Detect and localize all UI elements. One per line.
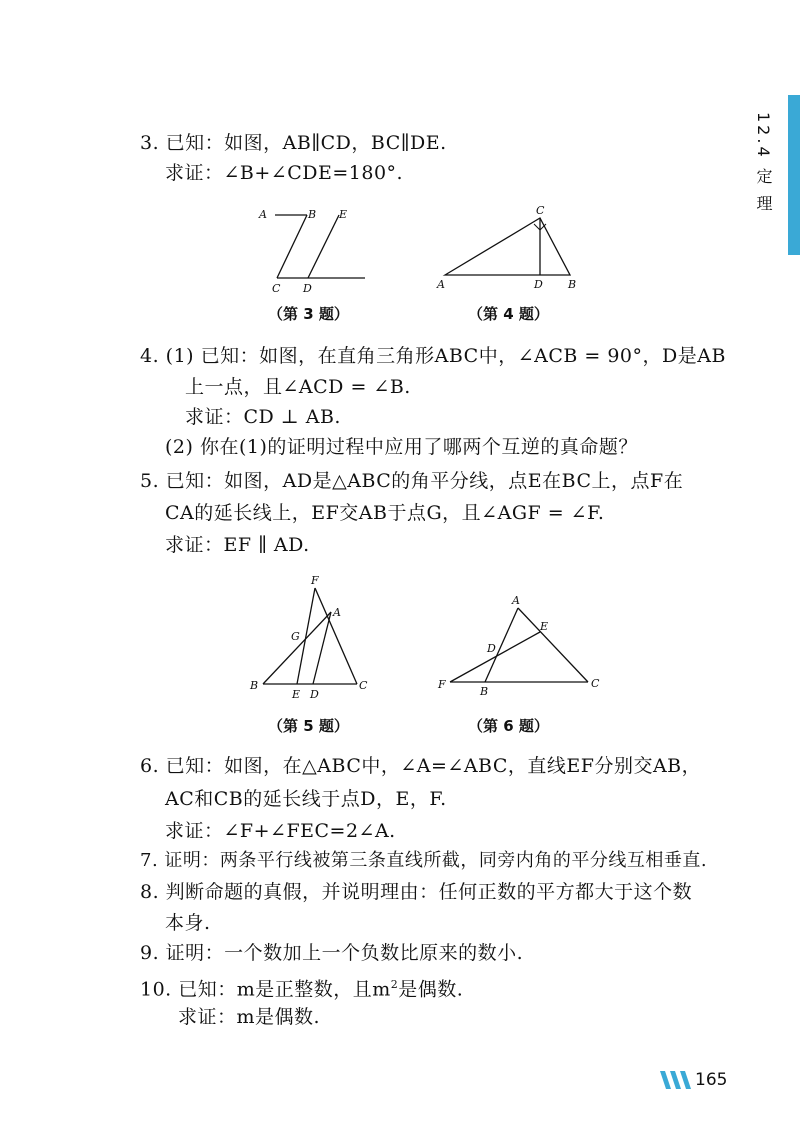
problem-9: 9. 证明：一个数加上一个负数比原来的数小.	[140, 942, 524, 964]
fig3-label-c: C	[272, 282, 281, 295]
fig6-segment-ac	[518, 608, 588, 682]
fig3-segment-de	[308, 215, 339, 278]
fig5-label-d: D	[310, 688, 319, 701]
fig5-label-f: F	[311, 574, 319, 587]
fig6-label-c: C	[591, 677, 600, 690]
fig6-line-fe	[450, 632, 540, 682]
figure-4	[430, 200, 590, 295]
fig4-triangle-abc	[445, 218, 570, 275]
fig5-label-b: B	[250, 679, 259, 692]
fig6-label-b: B	[480, 685, 489, 698]
fig5-segment-ac-extended	[315, 588, 357, 684]
fig3-label-a: A	[259, 208, 267, 221]
problem-4-question: (2) 你在(1)的证明过程中应用了哪两个互逆的真命题？	[165, 436, 638, 458]
section-label: 12.4 定 理	[754, 112, 773, 214]
problem-4-given-cont: 上一点，且∠ACD = ∠B.	[185, 376, 411, 398]
problem-10-given-text: 10. 已知：m是正整数，且m	[140, 978, 391, 1001]
fig5-label-c: C	[359, 679, 368, 692]
problem-4-prove: 求证：CD ⊥ AB.	[185, 406, 341, 428]
problem-10-prove: 求证：m是偶数.	[178, 1006, 321, 1028]
problem-5-prove: 求证：EF ∥ AD.	[165, 534, 310, 556]
figure-5	[245, 572, 380, 707]
problem-5-given-cont: CA的延长线上，EF交AB于点G，且∠AGF = ∠F.	[165, 502, 605, 524]
figure-6-caption: （第 6 题）	[468, 717, 549, 735]
figure-3-caption: （第 3 题）	[268, 305, 349, 323]
problem-7: 7. 证明：两条平行线被第三条直线所截，同旁内角的平分线互相垂直.	[140, 850, 708, 871]
problem-10-given-tail: 是偶数.	[398, 978, 464, 1001]
problem-5-given: 5. 已知：如图，AD是△ABC的角平分线，点E在BC上，点F在	[140, 470, 684, 492]
figure-3	[255, 200, 375, 295]
fig3-segment-bc	[277, 215, 307, 278]
fig3-label-d: D	[303, 282, 312, 295]
fig3-label-b: B	[308, 208, 317, 221]
problem-4-given: 4. (1) 已知：如图，在直角三角形ABC中，∠ACB = 90°，D是AB	[140, 345, 726, 367]
fig5-bisector-ad	[313, 612, 331, 684]
problem-3-given: 3. 已知：如图，AB∥CD，BC∥DE.	[140, 132, 447, 154]
page-stripes-icon	[660, 1071, 692, 1089]
page-number: 165	[695, 1070, 728, 1090]
fig6-label-a: A	[512, 594, 520, 607]
fig4-label-d: D	[534, 278, 543, 291]
fig4-label-a: A	[437, 278, 445, 291]
fig5-label-e: E	[292, 688, 301, 701]
fig5-segment-ab	[263, 612, 331, 684]
figure-4-caption: （第 4 题）	[468, 305, 549, 323]
fig6-label-d: D	[487, 642, 496, 655]
problem-6-given: 6. 已知：如图，在△ABC中，∠A=∠ABC，直线EF分别交AB，	[140, 755, 702, 777]
figure-6	[430, 590, 605, 705]
fig5-label-g: G	[291, 630, 300, 643]
problem-8-cont: 本身.	[165, 912, 211, 934]
fig5-label-a: A	[333, 606, 341, 619]
fig4-label-c: C	[536, 204, 545, 217]
figure-5-caption: （第 5 题）	[268, 717, 349, 735]
problem-6-given-cont: AC和CB的延长线于点D，E，F.	[165, 788, 447, 810]
problem-10-given	[140, 972, 463, 1002]
problem-10-exponent: 2	[390, 978, 399, 991]
fig6-label-f: F	[438, 678, 446, 691]
problem-6-prove: 求证：∠F+∠FEC=2∠A.	[165, 820, 396, 842]
fig3-label-e: E	[339, 208, 348, 221]
problem-8: 8. 判断命题的真假，并说明理由：任何正数的平方都大于这个数	[140, 881, 693, 903]
fig6-label-e: E	[540, 620, 549, 633]
problem-3-prove: 求证：∠B+∠CDE=180°.	[165, 162, 404, 184]
fig4-label-b: B	[568, 278, 577, 291]
